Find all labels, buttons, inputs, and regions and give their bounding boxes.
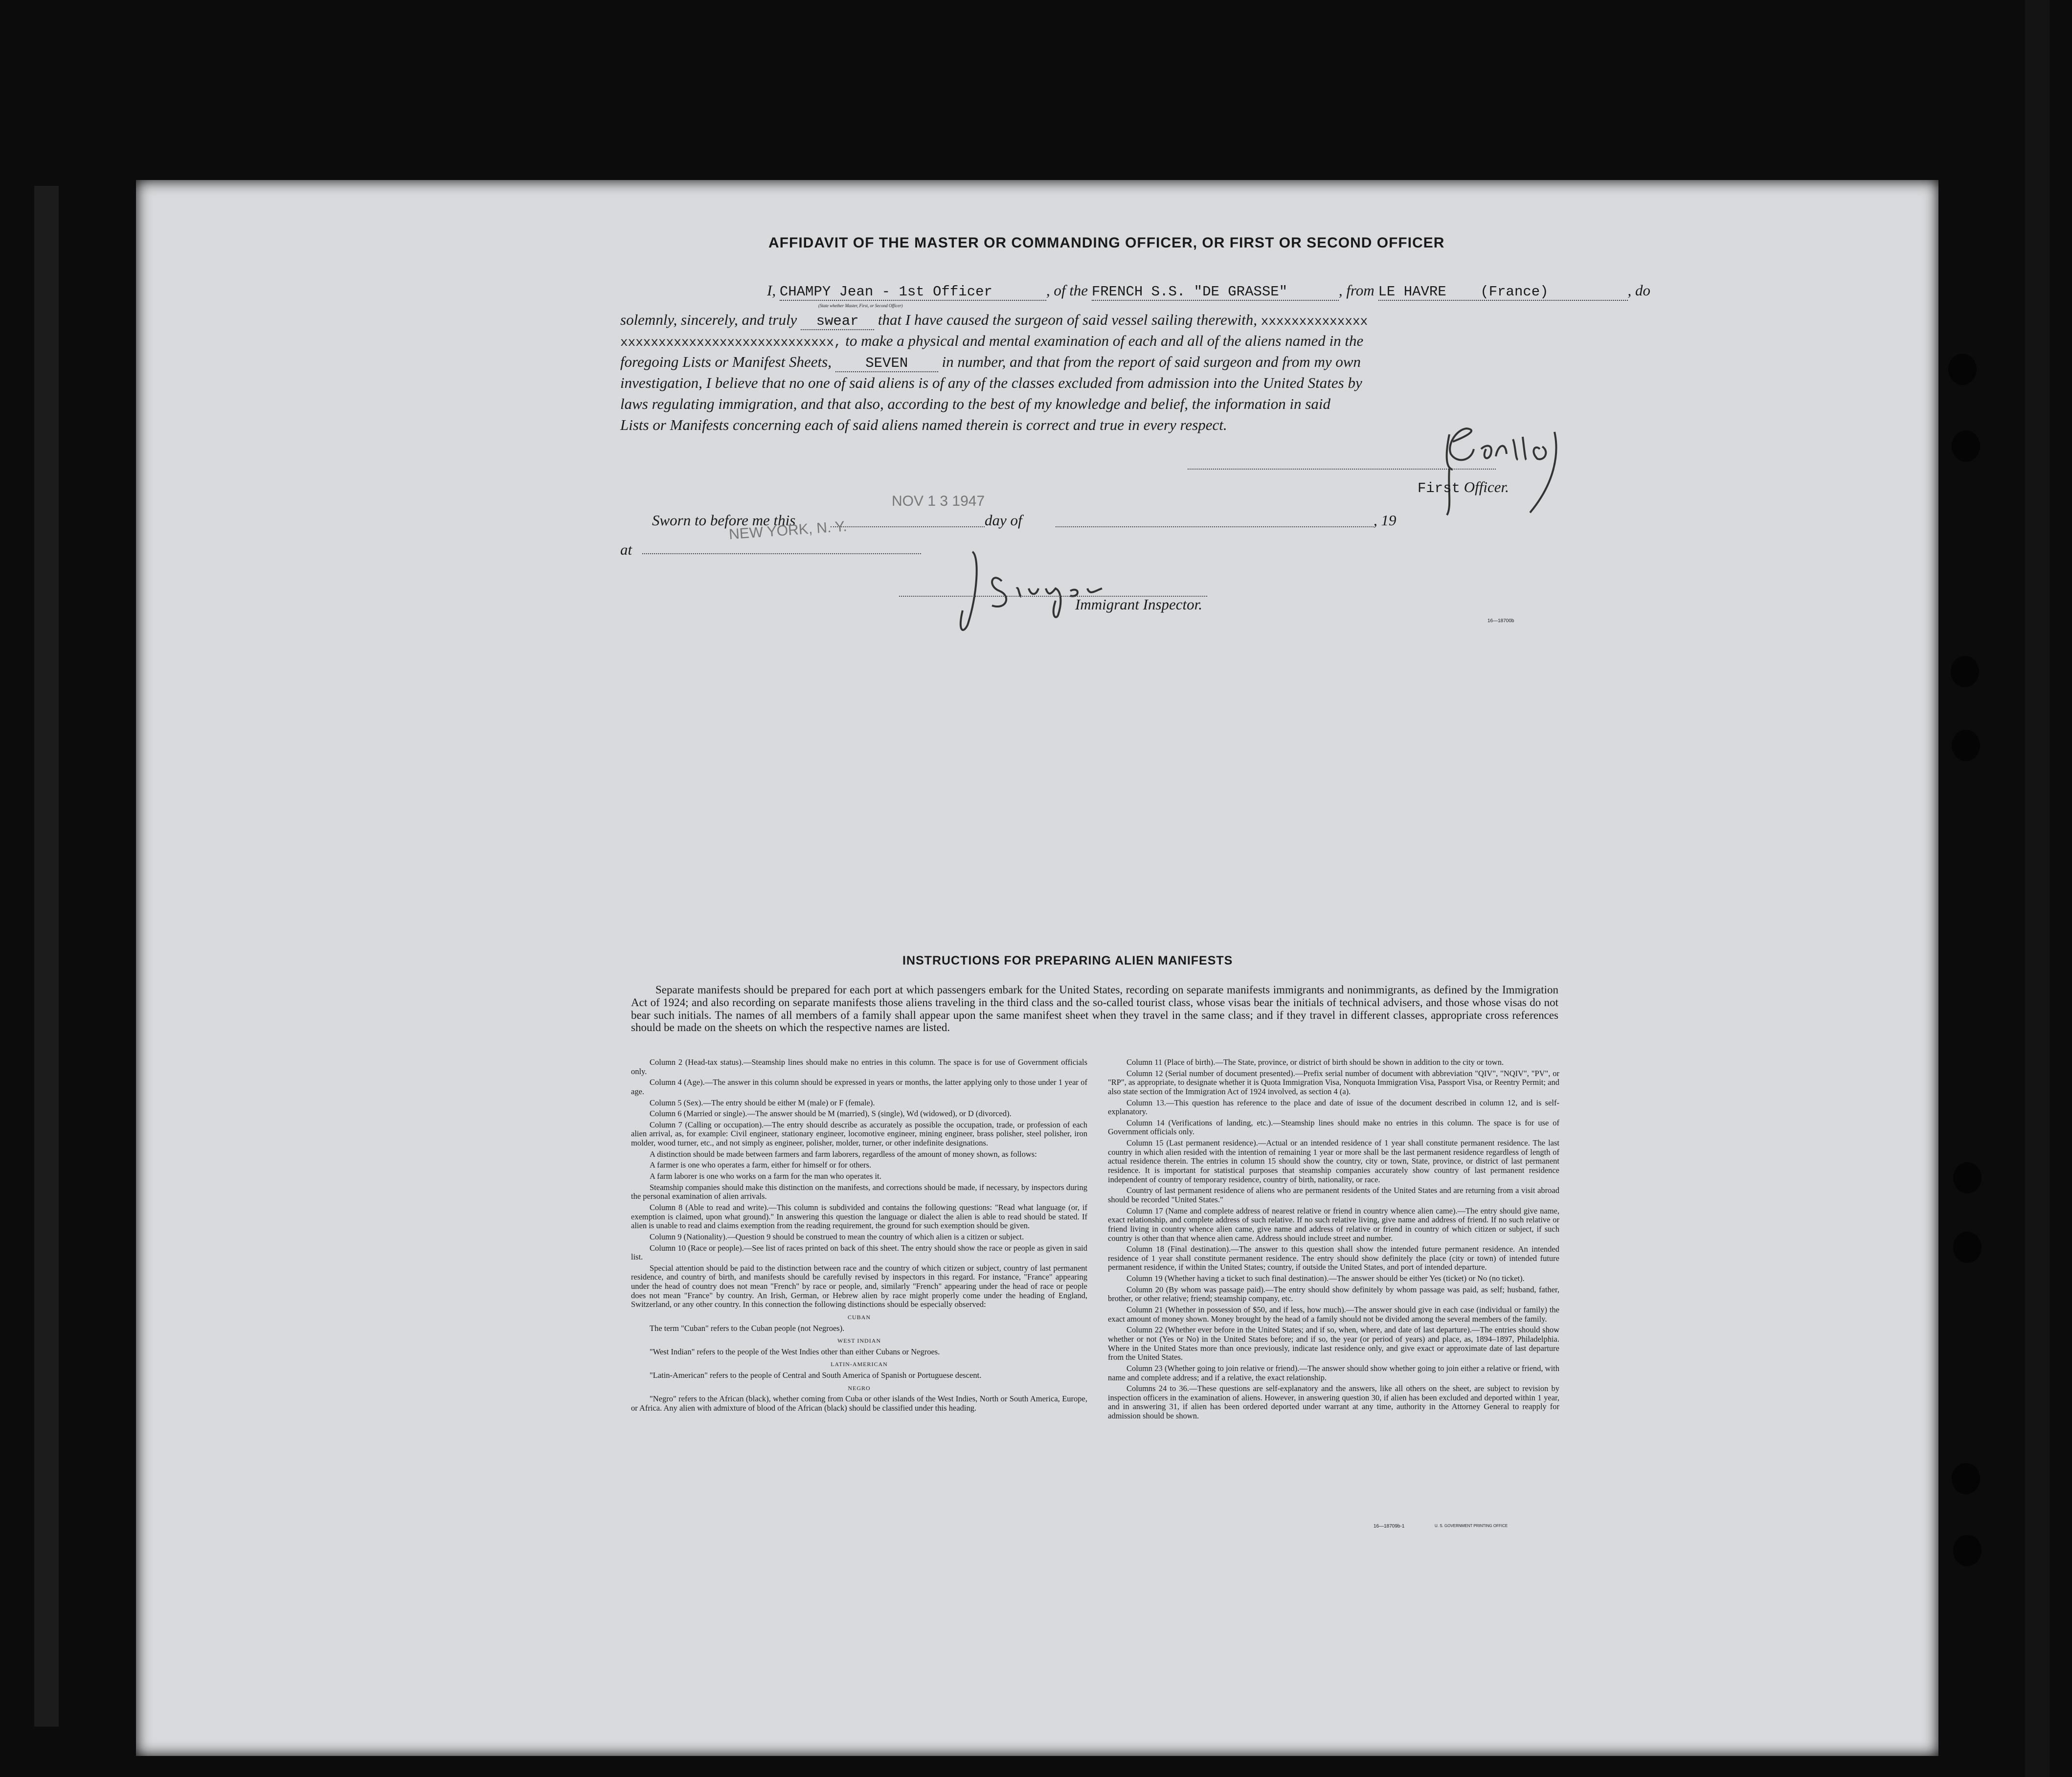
instructions-left-column [631, 1058, 1087, 1415]
document-page [136, 180, 1938, 1756]
right-para: Column 15 (Last permanent residence).—Actual or an intended residence of 1 year shall constitute permanent residence. The last country in which alien resided with the intention of remaining 1 year or more shall be the last permanent residence regardless of length of actual residence therein. The entries in column 15 should show the country, city or town, State, province, or district of last permanent residence. It is important for statistical purposes that steamship companies accurately show country of last permanent residence independent of country of temporary residence, country of birth, nationality, or race. [1108, 1138, 1559, 1184]
affidavit-line-6: laws regulating immigration, and that also, according to the best of my knowledge and belief, the information in said [620, 395, 1331, 412]
port-field: LE HAVRE (France) [1378, 284, 1628, 301]
affidavit-line-3 [620, 332, 1363, 350]
left-para: Steamship companies should make this distinction on the manifests, and corrections should be made, if necessary, by inspectors during the personal examination of alien arrivals. [631, 1182, 1087, 1201]
line3-end: to make a physical and mental examination of each and all of the aliens named in the [845, 332, 1364, 349]
inspector-signature [919, 542, 1173, 640]
affidavit-title: AFFIDAVIT OF THE MASTER OR COMMANDING OFFICER, OR FIRST OR SECOND OFFICER [768, 235, 1445, 251]
year-label: , 19 [1374, 512, 1396, 529]
sworn-day-line [831, 526, 985, 527]
affidavit-line-7: Lists or Manifests concerning each of said aliens named therein is correct and true in every respect. [620, 416, 1227, 433]
right-para: Column 19 (Whether having a ticket to such final destination).—The answer should be either Yes (ticket) or No (no ticket). [1126, 1274, 1525, 1283]
left-para: Special attention should be paid to the distinction between race and the country of which citizen or subject, country of last permanent residence, and country of birth, and manifests should be carefully revised by inspectors in this regard. For instance, "France" appearing under the head of country does not mean "French" by race or people, and, similarly "French" appearing under the head of race or people does not mean "France" by country. An Irish, German, or Hebrew alien by race might properly come under the heading of England, Switzerland, or any other country. In this connection the following distinctions should be especially observed: [631, 1263, 1087, 1309]
rank-note: (State whether Master, First, or Second Officer) [818, 303, 903, 308]
pronoun: I, [767, 282, 776, 299]
day-of-label: day of [985, 512, 1022, 529]
at-label: at [620, 541, 632, 558]
struck-text-2: xxxxxxxxxxxxxxxxxxxxxxxxxxxx, [620, 335, 842, 350]
do-text: , do [1627, 282, 1650, 299]
cuban-heading: CUBAN [847, 1314, 871, 1321]
officer-name-field: CHAMPY Jean - 1st Officer [780, 284, 1046, 301]
affidavit-line-2 [620, 311, 1368, 330]
line4-start: foregoing Lists or Manifest Sheets, [620, 353, 832, 370]
date-stamp: NOV 1 3 1947 [892, 493, 985, 509]
affidavit-line-5: investigation, I believe that no one of said aliens is of any of the classes excluded from admission into the United States by [620, 374, 1362, 391]
cuban-text: The term "Cuban" refers to the Cuban people (not Negroes). [650, 1323, 845, 1333]
negro-heading: NEGRO [848, 1384, 871, 1392]
left-para: A distinction should be made between farmers and farm laborers, regardless of the amount of money shown, as follows: [650, 1149, 1037, 1159]
officer-rank: First [1418, 480, 1461, 496]
left-para: Column 9 (Nationality).—Question 9 should be construed to mean the country of which alien is a citizen or subject. [650, 1232, 1024, 1241]
left-para: Column 10 (Race or people).—See list of races printed on back of this sheet. The entry should show the race or people as given in said list. [631, 1243, 1087, 1262]
month-line [1056, 526, 1374, 527]
place-line [642, 553, 921, 554]
struck-text-1: xxxxxxxxxxxxxx [1261, 314, 1368, 329]
right-para: Column 22 (Whether ever before in the United States; and if so, when, where, and date of last departure).—The entries should show whether or not (Yes or No) in the United States before; and if so, the year (or period of years) and place, as, 1894–1897, Philadelphia. Where in the United States more than once previously, indicate last residence only, and give exact or approximate date of last departure from the United States. [1108, 1325, 1559, 1362]
left-para: Column 6 (Married or single).—The answer should be M (married), S (single), Wd (widowed), or D (divorced). [650, 1109, 1012, 1119]
punch-hole [1952, 1463, 1980, 1494]
punch-hole [1948, 354, 1977, 385]
right-para: Column 21 (Whether in possession of $50, and if less, how much).—The answer should give in each case (individual or family) the exact amount of money shown. Money brought by the head of a family should not be divided among the several members of the family. [1108, 1305, 1559, 1324]
punch-hole [1952, 430, 1980, 462]
latin-american-text: "Latin-American" refers to the people of Central and South America of Spanish or Portuguese descent. [650, 1370, 982, 1380]
right-para: Column 20 (By whom was passage paid).—The entry should show definitely by whom passage was paid, as self; husband, father, brother, or other relative; friend; steamship company, etc. [1108, 1284, 1559, 1304]
officer-suffix: Officer. [1464, 478, 1509, 495]
west-indian-text: "West Indian" refers to the people of the West Indies other than either Cubans or Negroes. [650, 1347, 940, 1356]
punch-hole [1951, 656, 1979, 687]
right-para: Column 13.—This question has reference to the place and date of issue of the document described in column 12, and is self-explanatory. [1108, 1098, 1559, 1117]
affidavit-line-4 [620, 353, 1361, 372]
punch-hole [1953, 1232, 1982, 1263]
vessel-field: FRENCH S.S. "DE GRASSE" [1092, 284, 1339, 301]
right-para: Column 23 (Whether going to join relative or friend).—The answer should show whether going to join either a relative or friend, with name and complete address; and if a relative, the exact relationship. [1108, 1363, 1559, 1382]
right-para: Column 14 (Verifications of landing, etc.).—Steamship lines should make no entries in this column. The space is for use of Government officials only. [1108, 1118, 1559, 1137]
west-indian-heading: WEST INDIAN [837, 1337, 881, 1345]
right-para: Column 17 (Name and complete address of nearest relative or friend in country whence alien came).—The entry should give name, exact relationship, and complete address of such relative. If no such relative living, give name and address of friend. If no such relative or friend living in country whence alien came, give name and address of relative or friend in country of which citizen or subject, if such country is other than that whence alien came. Address should include street and number. [1108, 1206, 1559, 1243]
place-stamp: NEW YORK, N. Y. [728, 518, 848, 543]
punch-hole [1953, 1535, 1982, 1566]
oath-field: swear [801, 313, 874, 330]
sheet-count-field: SEVEN [835, 355, 938, 372]
left-para: Column 5 (Sex).—The entry should be either M (male) or F (female). [650, 1098, 875, 1107]
film-edge-right [2025, 0, 2049, 1777]
right-para: Columns 24 to 36.—These questions are self-explanatory and the answers, like all others on the sheet, are subject to revision by inspection officers in the examination of aliens. However, in answering question 30, if alien has been excluded and deported within 1 year, and in answering 31, if alien has been ordered deported under warrant at any time, authority in the Attorney General to reapply for admission should be shown. [1108, 1384, 1559, 1421]
left-para: Column 7 (Calling or occupation).—The entry should describe as accurately as possible the occupation, trade, or profession of each alien arrival, as, for example: Civil engineer, stationary engineer, locomotive engineer, mining engineer, brass polisher, steel polisher, iron molder, wood turner, etc., and not simply as engineer, polisher, molder, turner, or other indefinite designations. [631, 1120, 1087, 1148]
instructions-title: INSTRUCTIONS FOR PREPARING ALIEN MANIFESTS [902, 954, 1233, 967]
from-text: , from [1338, 282, 1374, 299]
form-code-affidavit: 16—18700b [1487, 618, 1514, 624]
officer-signature-line [1188, 469, 1496, 470]
film-edge-left [34, 186, 59, 1727]
right-para: Column 12 (Serial number of document presented).—Prefix serial number of document with abbreviation "QIV", "NQIV", "PV", or "RP", as appropriate, to designate whether it is Quota Immigration Visa, Nonquota Immigration Visa, Passport Visa, or Reentry Permit; and also state section of the Immigration Act of 1924 involved, as section 4 (a). [1108, 1068, 1559, 1096]
punch-hole [1952, 730, 1980, 761]
left-para: Column 8 (Able to read and write).—This column is subdivided and contains the following questions: "Read what language (or, if exemption is claimed, upon what ground)." In answering this question the language or dialect the alien is able to read should be stated. If alien is unable to read and claims exemption from the reading requirement, the ground for such exemption should be given. [631, 1202, 1087, 1231]
left-para: A farm laborer is one who works on a farm for the man who operates it. [650, 1171, 881, 1181]
right-para: Country of last permanent residence of aliens who are permanent residents of the United States and are returning from a visit abroad should be recorded "United States." [1108, 1186, 1559, 1204]
officer-signature [1325, 415, 1667, 517]
affidavit-line-1 [767, 282, 1650, 301]
line4-end: in number, and that from the report of said surgeon and from my own [942, 353, 1361, 370]
instructions-intro: Separate manifests should be prepared for each port at which passengers embark for the United States, recording on separate manifests immigrants and nonimmigrants, as defined by the Immigration Act of 1924; and also recording on separate manifests those aliens traveling in the third class and the so-called tourist class, whose visas bear the initials of technical advisers, and those whose visas do not bear such initials. The names of all members of a family shall appear upon the same manifest sheet when they travel in the same class; and if they travel in different classes, appropriate cross references should be made on the sheets on which the respective names are listed. [631, 984, 1558, 1034]
inspector-label: Immigrant Inspector. [1075, 596, 1203, 613]
line2-end: that I have caused the surgeon of said vessel sailing therewith, [878, 311, 1257, 328]
left-para: Column 2 (Head-tax status).—Steamship lines should make no entries in this column. The space is for use of Government officials only. [631, 1057, 1087, 1076]
instructions-right-column [1108, 1058, 1559, 1423]
right-para: Column 18 (Final destination).—The answer to this question shall show the intended future permanent residence. An intended residence of 1 year shall constitute permanent residence. The entry should show definitely the place (city or town) of intended future permanent residence, if within the United States; country, if outside the United States, and port of intended departure. [1108, 1244, 1559, 1272]
punch-hole [1953, 1162, 1982, 1193]
left-para: Column 4 (Age).—The answer in this column should be expressed in years or months, the latter applying only to those under 1 year of age. [631, 1078, 1087, 1096]
right-para: Column 11 (Place of birth).—The State, province, or district of birth should be shown in addition to the city or town. [1126, 1057, 1504, 1067]
sworn-label: Sworn to before me this [652, 512, 796, 529]
left-para: A farmer is one who operates a farm, either for himself or for others. [650, 1160, 872, 1170]
of-the-text: , of the [1046, 282, 1088, 299]
negro-text: "Negro" refers to the African (black), whether coming from Cuba or other islands of the West Indies, North or South America, Europe, or Africa. Any alien with admixture of blood of the African (black) should be classified under this heading. [631, 1394, 1087, 1413]
form-code-footer: 16—18709b-1 [1374, 1524, 1405, 1529]
printer-imprint: U. S. GOVERNMENT PRINTING OFFICE [1435, 1524, 1508, 1528]
officer-rank-line [1418, 478, 1509, 496]
latin-american-heading: LATIN-AMERICAN [831, 1361, 888, 1368]
line2-start: solemnly, sincerely, and truly [620, 311, 797, 328]
